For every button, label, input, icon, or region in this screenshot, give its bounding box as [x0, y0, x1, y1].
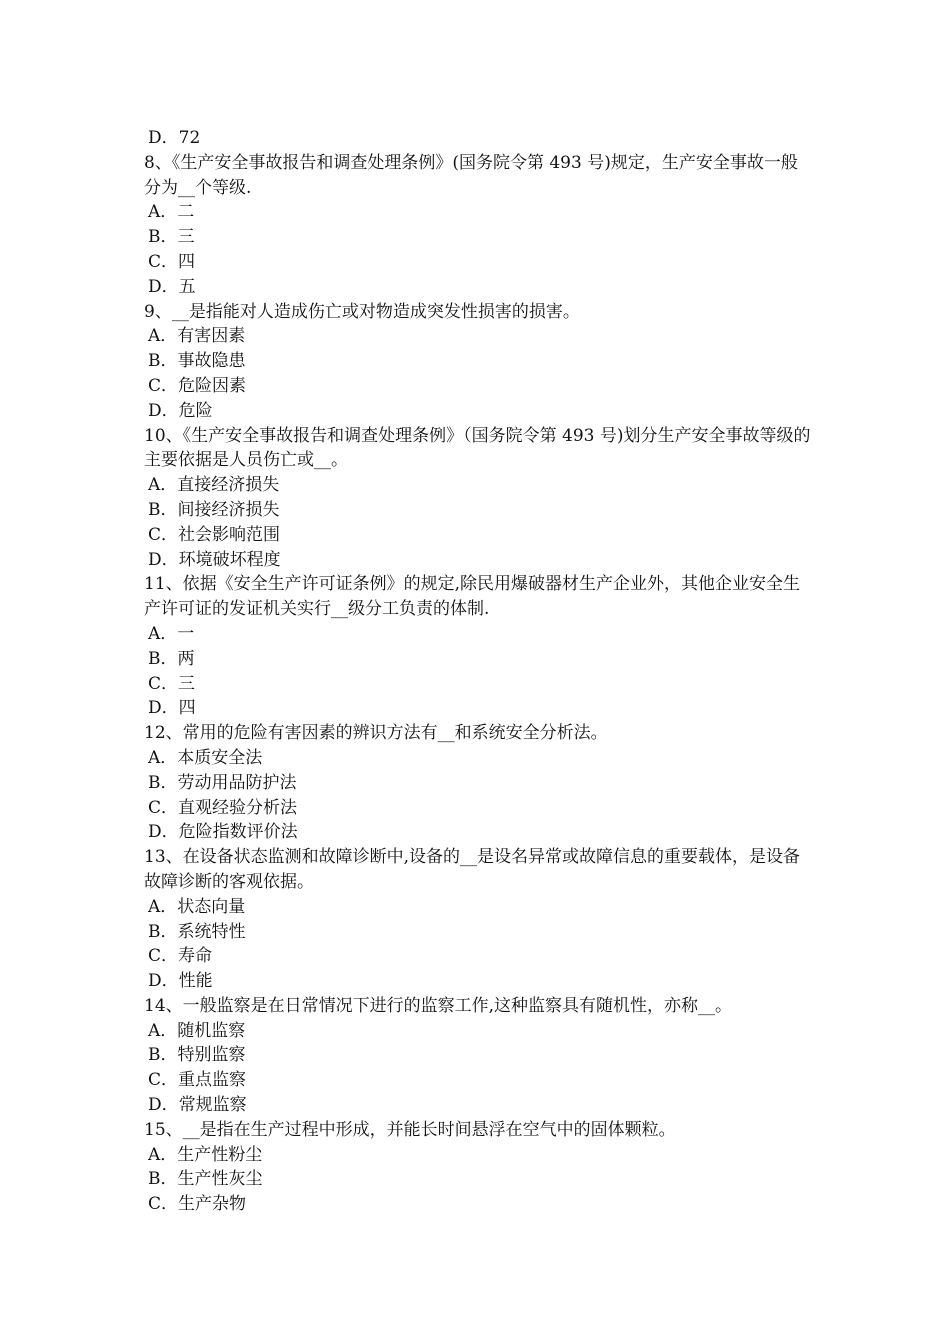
- option-line: B．系统特性: [148, 921, 246, 942]
- option-line: A．状态向量: [148, 896, 246, 917]
- question-stem: 11、依据《安全生产许可证条例》的规定,除民用爆破器材生产企业外，其他企业安全生产许可证的发证机关实行__级分工负责的体制.: [144, 574, 801, 620]
- option-line: A．一: [148, 623, 195, 644]
- question-stem: 15、__是指在生产过程中形成，并能长时间悬浮在空气中的固体颗粒。: [144, 1119, 676, 1140]
- option-line: C．寿命: [148, 946, 213, 967]
- document-page: [144, 126, 814, 1217]
- option-line: A．随机监察: [148, 1020, 246, 1041]
- question-stem: 14、一般监察是在日常情况下进行的监察工作,这种监察具有随机性，亦称__。: [144, 995, 733, 1016]
- option-line: C．危险因素: [148, 375, 247, 396]
- option-line: C．四: [148, 251, 196, 272]
- option-line: D．72: [148, 128, 201, 148]
- option-line: C．直观经验分析法: [148, 797, 298, 818]
- option-line: B．特别监察: [148, 1045, 246, 1066]
- question-stem: 8、《生产安全事故报告和调查处理条例》(国务院令第 493 号)规定，生产安全事故一般分为__个等级.: [144, 152, 798, 198]
- option-line: A．二: [148, 202, 195, 223]
- option-line: B．劳动用品防护法: [148, 772, 297, 793]
- question-stem: 13、在设备状态监测和故障诊断中,设备的__是设名异常或故障信息的重要载体，是设备故障诊断的客观依据。: [144, 847, 801, 892]
- option-line: C．社会影响范围: [148, 524, 281, 545]
- option-line: B．事故隐患: [148, 351, 246, 372]
- question-stem: 12、常用的危险有害因素的辨识方法有__和系统安全分析法。: [144, 723, 608, 744]
- option-line: D．环境破坏程度: [148, 549, 281, 570]
- option-line: C．生产杂物: [148, 1194, 247, 1215]
- option-line: B．生产性灰尘: [148, 1169, 263, 1190]
- option-line: A．本质安全法: [148, 747, 263, 768]
- question-stem: 10、《生产安全事故报告和调查处理条例》（国务院令第 493 号)划分生产安全事故等级的主要依据是人员伤亡或__。: [144, 425, 811, 471]
- option-line: D．危险指数评价法: [148, 822, 298, 843]
- option-line: B．三: [148, 227, 195, 248]
- option-line: D．常规监察: [148, 1095, 247, 1116]
- option-line: C．重点监察: [148, 1070, 247, 1091]
- option-line: D．五: [148, 276, 196, 297]
- option-line: A．有害因素: [148, 326, 246, 347]
- option-line: B．间接经济损失: [148, 499, 280, 520]
- option-line: B．两: [148, 648, 195, 669]
- question-stem: 9、__是指能对人造成伤亡或对物造成突发性损害的损害。: [144, 301, 580, 322]
- option-line: D．四: [148, 698, 196, 719]
- option-line: A．直接经济损失: [148, 475, 280, 496]
- option-line: A．生产性粉尘: [148, 1144, 263, 1165]
- option-line: D．危险: [148, 400, 213, 421]
- option-line: C．三: [148, 673, 196, 694]
- option-line: D．性能: [148, 971, 213, 992]
